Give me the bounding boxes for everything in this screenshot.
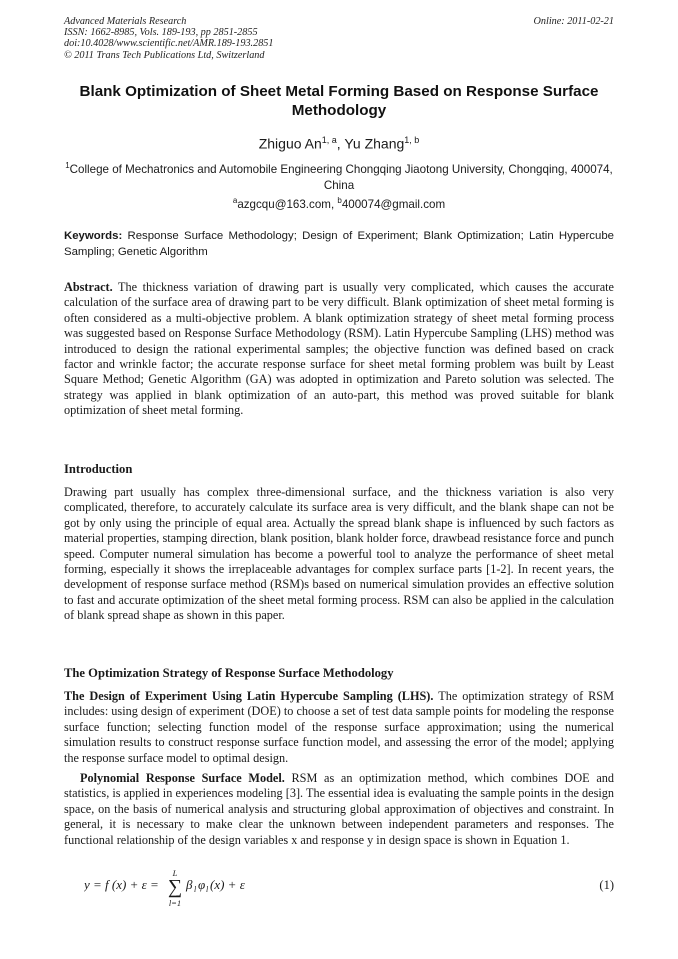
title-line-2: Methodology — [291, 102, 387, 119]
keywords-label: Keywords: — [64, 230, 123, 242]
beta-subscript: l — [194, 885, 197, 894]
polynomial-paragraph — [64, 771, 614, 848]
author-2-sup: 1, b — [404, 135, 420, 145]
author-emails — [64, 193, 614, 213]
phi-term: φ — [198, 877, 206, 892]
keywords — [64, 229, 614, 260]
author-2-name: Yu Zhang — [344, 135, 405, 152]
author-1-name: Zhiguo An — [258, 135, 322, 152]
equation-lhs: y = f (x) + ε = — [84, 877, 159, 892]
keywords-text: Response Surface Methodology; Design of Experiment; Blank Optimization; Latin Hypercube Sampling; Genetic Algorithm — [64, 230, 614, 258]
polynomial-paragraph-label: Polynomial Response Surface Model. — [80, 771, 285, 785]
author-list — [64, 131, 614, 153]
journal-name: Advanced Materials Research — [64, 16, 187, 27]
journal-copyright: © 2011 Trans Tech Publications Ltd, Switzerland — [64, 49, 265, 61]
affiliation-text: College of Mechatronics and Automobile Engineering Chongqing Jiaotong University, Chongqing, 400074, China — [69, 162, 613, 192]
paper-title — [64, 82, 614, 120]
email-b-sup: b — [337, 196, 342, 205]
lhs-paragraph-label: The Design of Experiment Using Latin Hypercube Sampling (LHS). — [64, 689, 434, 703]
section-heading: The Optimization Strategy of Response Surface Methodology — [64, 666, 394, 680]
equation-number: (1) — [599, 878, 614, 892]
sum-upper-limit: L — [172, 868, 178, 878]
email-separator: , — [330, 197, 338, 211]
affiliation — [64, 158, 614, 194]
author-separator: , — [336, 135, 345, 152]
email-a-sup: a — [232, 196, 238, 205]
online-date: Online: 2011-02-21 — [533, 16, 614, 27]
lhs-paragraph — [64, 689, 614, 766]
journal-doi: doi:10.4028/www.scientific.net/AMR.189-193.2851 — [64, 38, 274, 50]
equation-1 — [84, 868, 614, 910]
abstract-label: Abstract. — [64, 280, 113, 294]
sum-lower-limit: l=1 — [168, 898, 182, 908]
polynomial-paragraph-text: RSM as an optimization method, which combines DOE and statistics, is applied in experiences modeling [3]. The essential idea is evaluating the sample points in the design space, on the basis of numerical analysis and structuring global approximation of objectives and constraint. In general, it is necessary to make clear the unknown between independent parameters and responses. The functional relationship of the design variables x and response y in design space is shown in Equation 1. — [64, 771, 615, 847]
journal-header — [64, 16, 614, 61]
lhs-paragraph-text: The optimization strategy of RSM includes: using design of experiment (DOE) to choose a set of test data sample points for modeling the response surface function; selecting function model of the response surface approximation; using the numerical simulation results to construct response surface function model, and assessing the error of the model; applying the response surface model to optimal design. — [64, 689, 615, 765]
affiliation-sup: 1 — [65, 161, 70, 170]
introduction-heading: Introduction — [64, 462, 133, 476]
title-line-1: Blank Optimization of Sheet Metal Forming Based on Response Surface — [79, 83, 599, 100]
email-b: 400074@gmail.com — [341, 197, 446, 211]
introduction-text: Drawing part usually has complex three-dimensional surface, and the thickness variation is also very complicated, therefore, to accurately calculate its surface area is very difficult, and the blank shape can not be got by only using the principle of equal area. Actually the spread blank shape is influenced by such factors as material properties, stamping direction, blank position, blank holder force, drawbead resistance force and punch speed. Computer numeral simulation has become a powerful tool to analyze the performance of sheet metal forming, especially it shows the irreplaceable advantages for complex surface parts [1-2]. In recent years, the development of response surface method (RSM)s based on numerical simulation provides an effective solution to fast and accurate optimization of the sheet metal forming process. RSM can also be applied in the calculation of blank spread shape as shown in this paper. — [64, 485, 614, 623]
phi-subscript: l — [206, 885, 209, 894]
beta-term: β — [186, 877, 193, 892]
equation-tail: (x) + ε — [210, 877, 245, 892]
abstract-text: The thickness variation of drawing part is usually very complicated, which causes the accurate calculation of the surface area of drawing part to be very difficult. Blank optimization of sheet metal forming is often considered as a multi-objective problem. A blank optimization strategy of sheet metal forming process was suggested based on Response Surface Methodology (RSM). Latin Hypercube Sampling (LHS) method was introduced to design the rational experimental samples; the objective function was defined based on crack factor and wrinkle factor; the accurate response surface for sheet metal forming problem was built by Least Square Method; Genetic Algorithm (GA) was adopted in optimization and Pareto solution was selected. The strategy was applied in blank optimization of an auto-part, this method was proved suitable for blank optimization of sheet metal forming. — [64, 280, 614, 418]
equation-formula — [84, 868, 384, 910]
sum-symbol: ∑ — [167, 876, 183, 898]
email-a: azgcqu@163.com — [237, 197, 331, 211]
abstract — [64, 280, 614, 419]
author-1-sup: 1, a — [321, 135, 337, 145]
journal-issn: ISSN: 1662-8985, Vols. 189-193, pp 2851-2855 — [64, 27, 258, 39]
